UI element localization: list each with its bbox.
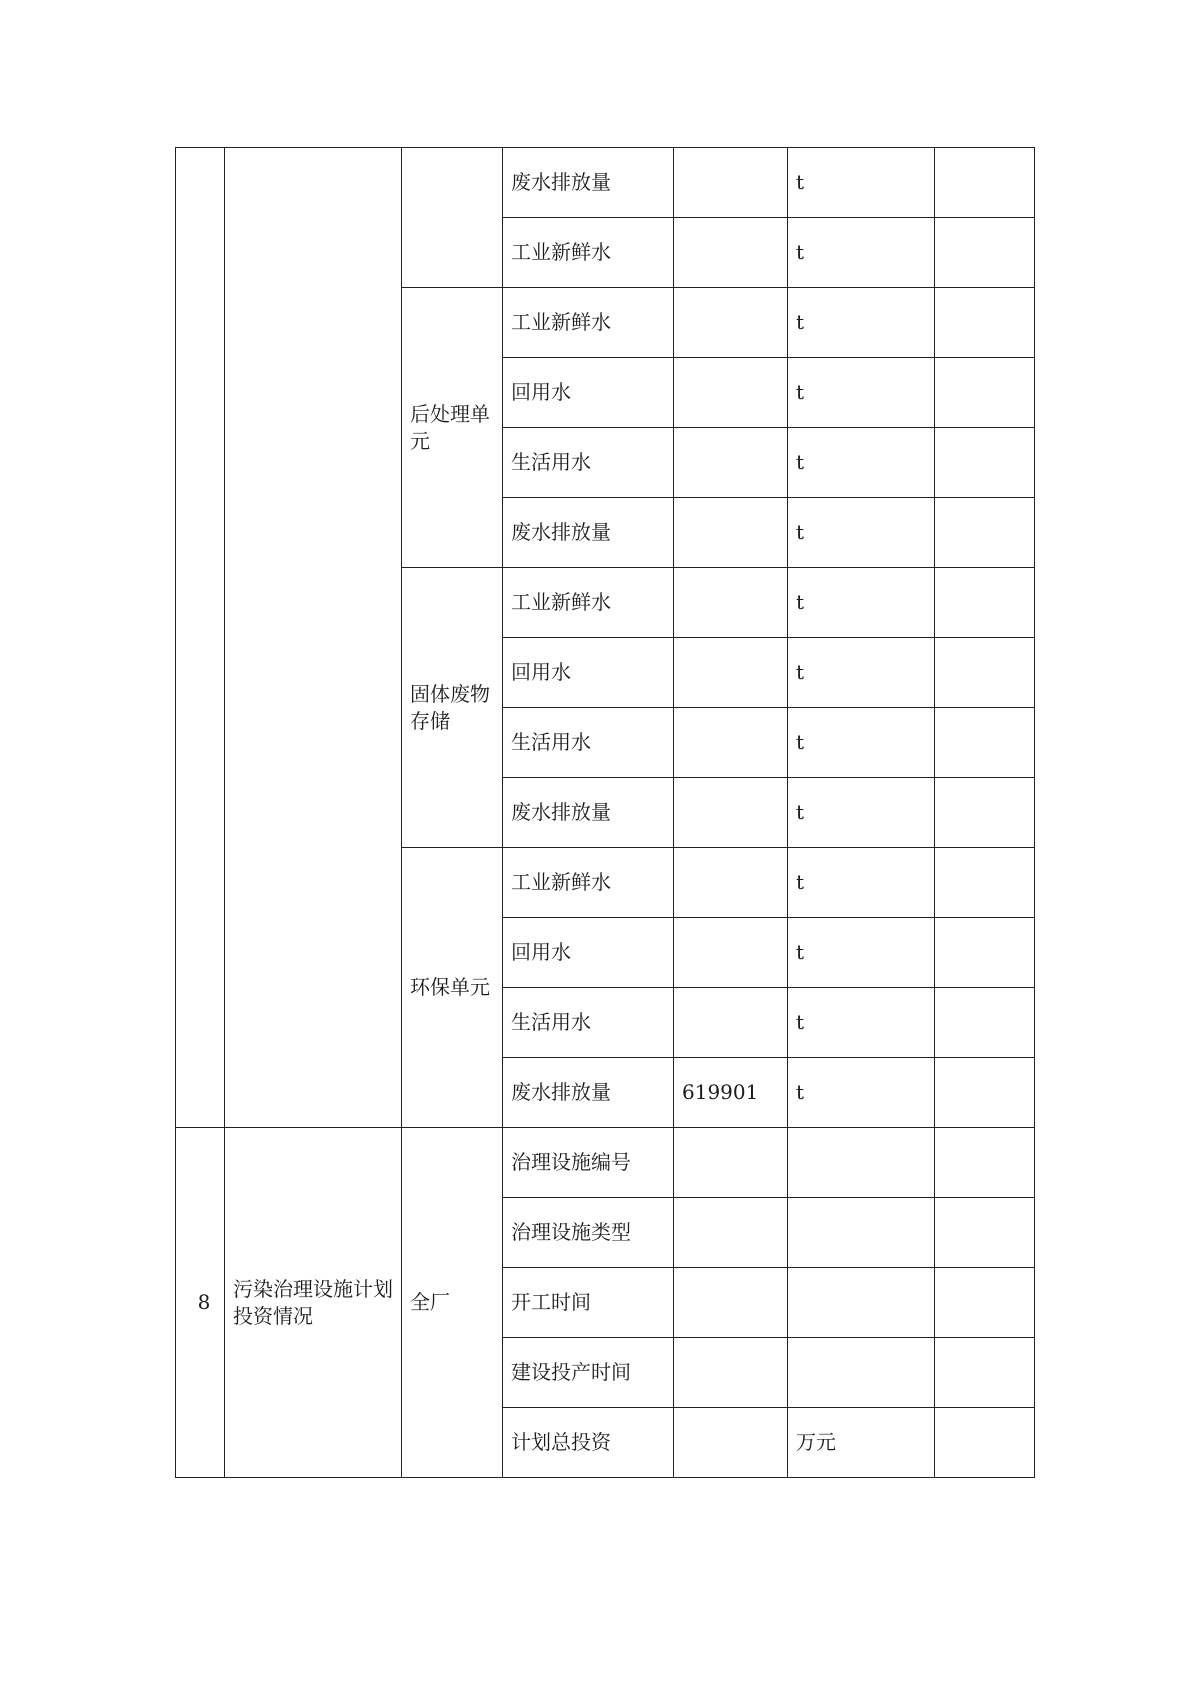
note-cell bbox=[935, 778, 1035, 848]
unit-cell: t bbox=[788, 358, 935, 428]
unit-cell: t bbox=[788, 568, 935, 638]
unit-cell bbox=[788, 1198, 935, 1268]
value-cell bbox=[674, 218, 788, 288]
item-name-cell: 开工时间 bbox=[503, 1268, 674, 1338]
value-cell bbox=[674, 148, 788, 218]
item-name-cell: 治理设施编号 bbox=[503, 1128, 674, 1198]
item-name-cell: 废水排放量 bbox=[503, 148, 674, 218]
item-name-cell: 建设投产时间 bbox=[503, 1338, 674, 1408]
value-cell bbox=[674, 708, 788, 778]
value-cell bbox=[674, 988, 788, 1058]
item-name-cell: 回用水 bbox=[503, 358, 674, 428]
table-row bbox=[176, 1128, 1035, 1198]
category-cell bbox=[225, 148, 402, 1128]
note-cell bbox=[935, 708, 1035, 778]
value-cell bbox=[674, 1128, 788, 1198]
note-cell bbox=[935, 358, 1035, 428]
unit-cell: t bbox=[788, 428, 935, 498]
note-cell bbox=[935, 1268, 1035, 1338]
note-cell bbox=[935, 568, 1035, 638]
note-cell bbox=[935, 218, 1035, 288]
note-cell bbox=[935, 428, 1035, 498]
item-name-cell: 回用水 bbox=[503, 638, 674, 708]
note-cell bbox=[935, 498, 1035, 568]
unit-cell: t bbox=[788, 638, 935, 708]
item-name-cell: 计划总投资 bbox=[503, 1408, 674, 1478]
value-cell bbox=[674, 498, 788, 568]
item-name-cell: 废水排放量 bbox=[503, 1058, 674, 1128]
unit-cell: t bbox=[788, 498, 935, 568]
note-cell bbox=[935, 1128, 1035, 1198]
item-name-cell: 工业新鲜水 bbox=[503, 848, 674, 918]
value-cell: 619901 bbox=[674, 1058, 788, 1128]
item-name-cell: 工业新鲜水 bbox=[503, 288, 674, 358]
unit-name-cell bbox=[402, 148, 503, 288]
item-name-cell: 工业新鲜水 bbox=[503, 218, 674, 288]
unit-cell: t bbox=[788, 148, 935, 218]
unit-cell: t bbox=[788, 848, 935, 918]
unit-cell: t bbox=[788, 288, 935, 358]
item-name-cell: 生活用水 bbox=[503, 428, 674, 498]
unit-cell: t bbox=[788, 708, 935, 778]
unit-name-cell: 环保单元 bbox=[402, 848, 503, 1128]
value-cell bbox=[674, 848, 788, 918]
unit-name-cell: 后处理单元 bbox=[402, 288, 503, 568]
data-table bbox=[175, 147, 1035, 1478]
item-name-cell: 工业新鲜水 bbox=[503, 568, 674, 638]
unit-cell: 万元 bbox=[788, 1408, 935, 1478]
note-cell bbox=[935, 918, 1035, 988]
table-row bbox=[176, 148, 1035, 218]
unit-cell bbox=[788, 1128, 935, 1198]
item-name-cell: 生活用水 bbox=[503, 988, 674, 1058]
item-number-cell bbox=[176, 148, 225, 1128]
note-cell bbox=[935, 1198, 1035, 1268]
item-number-cell: 8 bbox=[176, 1128, 225, 1478]
note-cell bbox=[935, 148, 1035, 218]
table-body bbox=[176, 148, 1035, 1478]
unit-name-cell: 全厂 bbox=[402, 1128, 503, 1478]
value-cell bbox=[674, 918, 788, 988]
value-cell bbox=[674, 288, 788, 358]
item-name-cell: 生活用水 bbox=[503, 708, 674, 778]
note-cell bbox=[935, 1408, 1035, 1478]
item-name-cell: 治理设施类型 bbox=[503, 1198, 674, 1268]
note-cell bbox=[935, 848, 1035, 918]
note-cell bbox=[935, 1058, 1035, 1128]
note-cell bbox=[935, 288, 1035, 358]
note-cell bbox=[935, 1338, 1035, 1408]
item-name-cell: 废水排放量 bbox=[503, 778, 674, 848]
value-cell bbox=[674, 428, 788, 498]
value-cell bbox=[674, 778, 788, 848]
note-cell bbox=[935, 988, 1035, 1058]
value-cell bbox=[674, 1198, 788, 1268]
value-cell bbox=[674, 568, 788, 638]
unit-cell bbox=[788, 1338, 935, 1408]
unit-cell: t bbox=[788, 918, 935, 988]
category-cell: 污染治理设施计划投资情况 bbox=[225, 1128, 402, 1478]
unit-name-cell: 固体废物存储 bbox=[402, 568, 503, 848]
value-cell bbox=[674, 1268, 788, 1338]
unit-cell bbox=[788, 1268, 935, 1338]
value-cell bbox=[674, 358, 788, 428]
value-cell bbox=[674, 1338, 788, 1408]
unit-cell: t bbox=[788, 988, 935, 1058]
unit-cell: t bbox=[788, 1058, 935, 1128]
unit-cell: t bbox=[788, 778, 935, 848]
value-cell bbox=[674, 1408, 788, 1478]
item-name-cell: 回用水 bbox=[503, 918, 674, 988]
value-cell bbox=[674, 638, 788, 708]
note-cell bbox=[935, 638, 1035, 708]
item-name-cell: 废水排放量 bbox=[503, 498, 674, 568]
unit-cell: t bbox=[788, 218, 935, 288]
